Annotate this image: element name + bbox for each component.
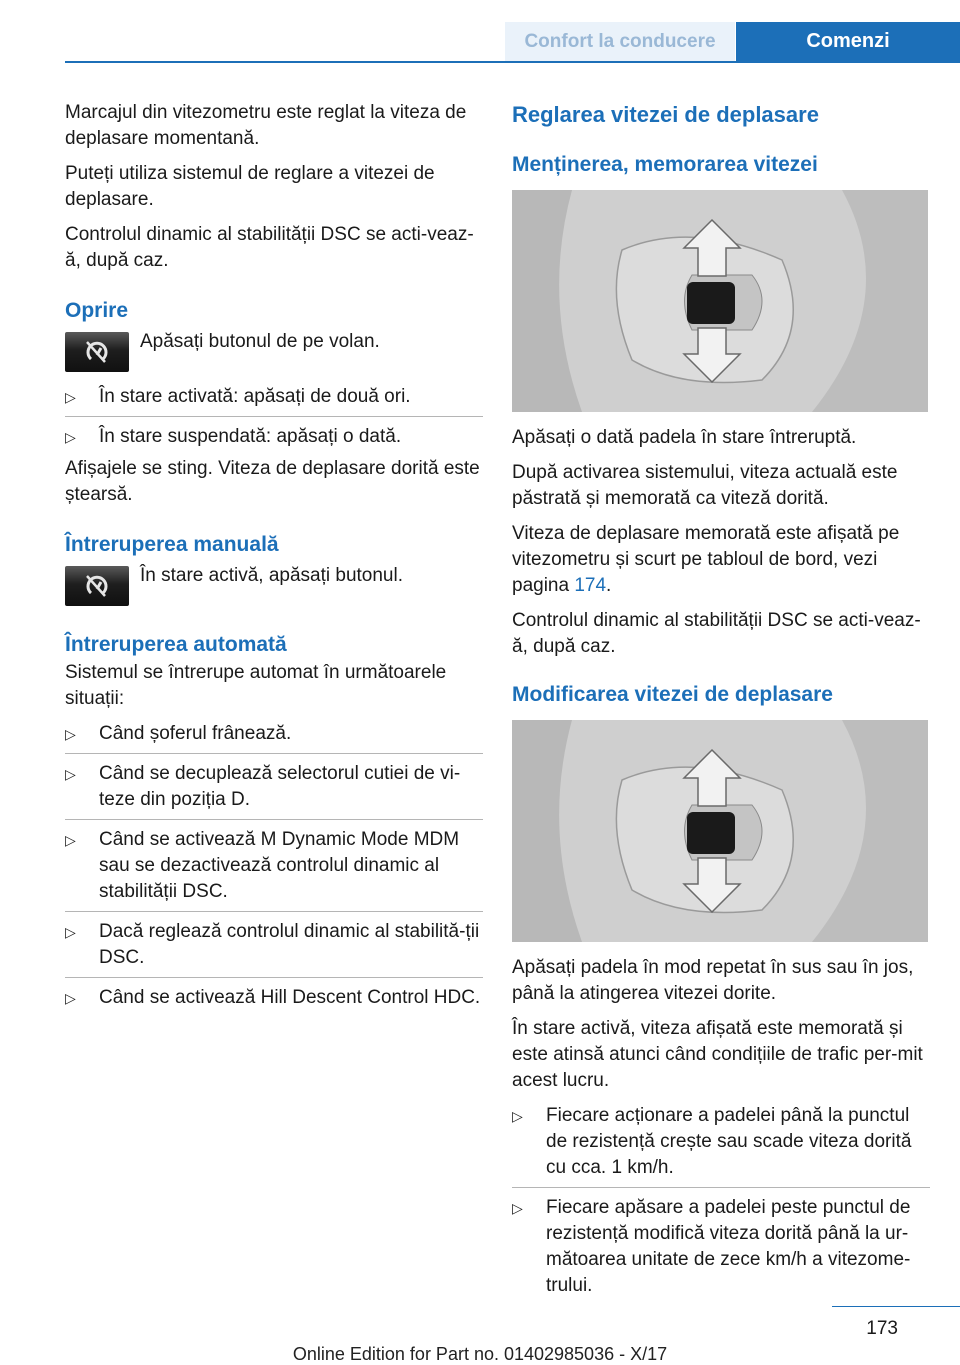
list-item: ▷ Când se activează Hill Descent Control HDC. — [65, 985, 483, 1011]
list-item: ▷ Când se activează M Dynamic Mode MDM sau se dezactivează controlul dinamic al stabilității DSC. — [65, 827, 483, 905]
intro-paragraph: Controlul dinamic al stabilității DSC se acti-vează, după caz. — [65, 224, 474, 271]
hold-dsc: Controlul dinamic al stabilității DSC se acti-vează, după caz. — [512, 610, 921, 657]
list-item: ▷ Dacă reglează controlul dinamic al stabilită-ții DSC. — [65, 919, 483, 971]
oprire-heading: Oprire — [65, 299, 129, 322]
list-item: ▷ În stare suspendată: apăsați o dată. — [65, 424, 483, 450]
divider — [65, 977, 483, 978]
oprire-button-text: Apăsați butonul de pe volan. — [140, 331, 380, 352]
page-suffix: . — [606, 575, 612, 596]
auto-list — [65, 919, 483, 971]
right-column — [512, 100, 930, 1305]
manual-heading: Întreruperea manuală — [65, 533, 279, 556]
page-header — [0, 0, 960, 62]
oprire-after: Afișajele se sting. Viteza de deplasare dorită este ștearsă. — [65, 458, 480, 505]
hold-paragraph — [512, 521, 930, 599]
page-prefix: pagina — [512, 575, 575, 596]
divider — [65, 819, 483, 820]
modify-paragraph: În stare activă, viteza afișată este memorată și este atinsă atunci când condițiile de trafic per-mit acest lucru. — [512, 1018, 923, 1091]
page-number: 173 — [866, 1318, 898, 1339]
list-item: ▷ Când se decuplează selectorul cutiei de vi-teze din poziția D. — [65, 761, 483, 813]
divider — [65, 416, 483, 417]
cruise-control-button-icon — [65, 566, 129, 606]
left-column — [65, 100, 483, 1017]
list-item: ▷ Fiecare acționare a padelei până la punctul de rezistență crește sau scade viteza dorită cu cca. 1 km/h. — [512, 1103, 930, 1181]
modify-heading: Modificarea vitezei de deplasare — [512, 683, 833, 706]
modify-paragraph: Apăsați padela în mod repetat în sus sau în jos, până la atingerea vitezei dorite. — [512, 957, 914, 1004]
auto-list — [65, 721, 483, 747]
list-item: ▷ Fiecare apăsare a padelei peste punctul de rezistență modifică viteza dorită până la ur-mătoarea unitate de zece km/h a vitezome-trului. — [512, 1195, 930, 1299]
divider — [65, 911, 483, 912]
auto-heading: Întreruperea automată — [65, 633, 287, 656]
section-tab: Confort la conducere — [505, 22, 735, 61]
main-heading: Reglarea vitezei de deplasare — [512, 102, 819, 127]
chapter-tab: Comenzi — [736, 22, 960, 61]
intro-paragraph: Puteți utiliza sistemul de reglare a vitezei de deplasare. — [65, 163, 435, 210]
cruise-button-row — [65, 566, 483, 606]
oprire-list — [65, 424, 483, 450]
manual-button-text: În stare activă, apăsați butonul. — [140, 565, 403, 586]
edition-text: Online Edition for Part no. 01402985036 - X/17 — [292, 1344, 668, 1364]
auto-list — [65, 827, 483, 905]
divider — [512, 1187, 930, 1188]
oprire-list — [65, 384, 483, 410]
modify-list — [512, 1103, 930, 1181]
auto-list — [65, 761, 483, 813]
steering-wheel-paddle-photo — [512, 720, 928, 942]
header-rule — [65, 61, 960, 63]
cruise-control-button-icon — [65, 332, 129, 372]
auto-list — [65, 985, 483, 1011]
hold-paragraph-text: Viteza de deplasare memorată este afișată pe vitezometru și scurt pe tabloul de bord, vezi — [512, 523, 900, 570]
footer-rule — [832, 1306, 960, 1307]
hold-paragraph: După activarea sistemului, viteza actuală este păstrată și memorată ca viteză dorită. — [512, 462, 898, 509]
intro-paragraph: Marcajul din vitezometru este reglat la viteza de deplasare momentană. — [65, 102, 467, 149]
page-link[interactable]: 174 — [574, 575, 607, 596]
modify-list — [512, 1195, 930, 1299]
auto-intro: Sistemul se întrerupe automat în următoarele situații: — [65, 662, 447, 709]
cruise-button-row — [65, 332, 483, 372]
hold-heading: Menținerea, memorarea vitezei — [512, 153, 818, 176]
list-item: ▷ În stare activată: apăsați de două ori. — [65, 384, 483, 410]
steering-wheel-paddle-photo — [512, 190, 928, 412]
hold-paragraph: Apăsați o dată padela în stare întreruptă. — [512, 427, 857, 448]
divider — [65, 753, 483, 754]
list-item: ▷ Când șoferul frânează. — [65, 721, 483, 747]
